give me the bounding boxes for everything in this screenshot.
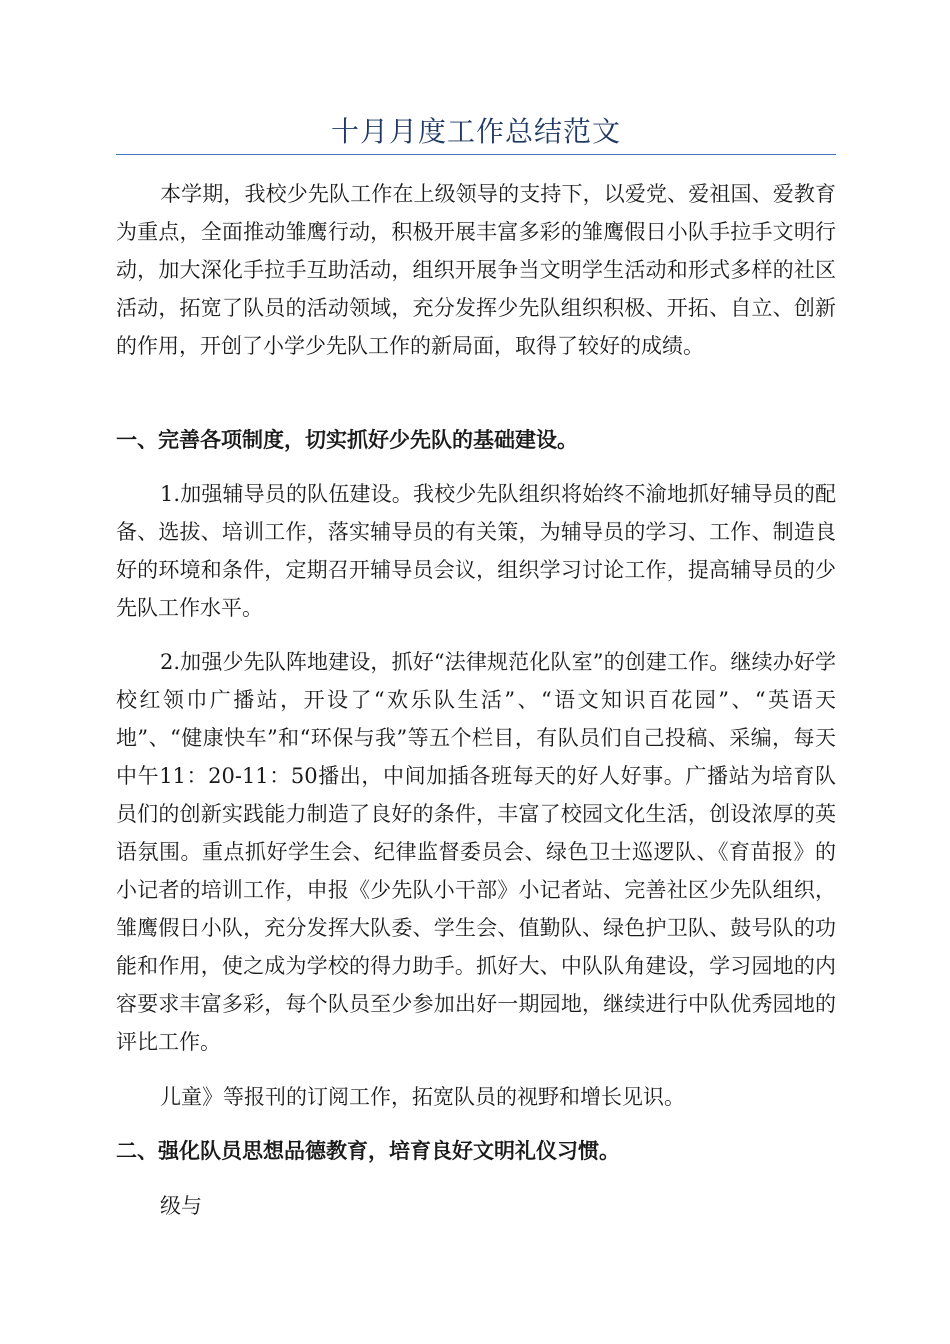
title-underline: [116, 154, 836, 155]
section-1-heading: 一、完善各项制度，切实抓好少先队的基础建设。: [116, 428, 578, 452]
section-1-paragraph-1: 1.加强辅导员的队伍建设。我校少先队组织将始终不渝地抓好辅导员的配备、选拔、培训工作，落实辅导员的有关策，为辅导员的学习、工作、制造良好的环境和条件，定期召开辅导员会议，组织学习讨论工作，提高辅导员的少先队工作水平。: [116, 482, 836, 620]
section-2-paragraph-1: 级与: [160, 1194, 202, 1218]
intro-paragraph: 本学期，我校少先队工作在上级领导的支持下，以爱党、爱祖国、爱教育为重点，全面推动雏鹰行动，积极开展丰富多彩的雏鹰假日小队手拉手文明行动，加大深化手拉手互助活动，组织开展争当文明学生活动和形式多样的社区活动，拓宽了队员的活动领域，充分发挥少先队组织积极、开拓、自立、创新的作用，开创了小学少先队工作的新局面，取得了较好的成绩。: [116, 182, 836, 358]
document-title: 十月月度工作总结范文: [330, 115, 621, 148]
section-1-paragraph-3: 儿童》等报刊的订阅工作，拓宽队员的视野和增长见识。: [160, 1085, 685, 1109]
section-1-paragraph-2: 2.加强少先队阵地建设，抓好“法律规范化队室”的创建工作。继续办好学校红领巾广播站，开设了“欢乐队生活”、“语文知识百花园”、“英语天地”、“健康快车”和“环保与我”等五个栏目，有队员们自己投稿、采编，每天中午11：20-11：50播出，中间加插各班每天的好人好事。广播站为培育队员们的创新实践能力制造了良好的条件，丰富了校园文化生活，创设浓厚的英语氛围。重点抓好学生会、纪律监督委员会、绿色卫士巡逻队、《育苗报》的小记者的培训工作，申报《少先队小干部》小记者站、完善社区少先队组织，雏鹰假日小队，充分发挥大队委、学生会、值勤队、绿色护卫队、鼓号队的功能和作用，使之成为学校的得力助手。抓好大、中队队角建设，学习园地的内容要求丰富多彩，每个队员至少参加出好一期园地，继续进行中队优秀园地的评比工作。: [116, 650, 836, 1054]
section-2-heading: 二、强化队员思想品德教育，培育良好文明礼仪习惯。: [116, 1139, 620, 1163]
